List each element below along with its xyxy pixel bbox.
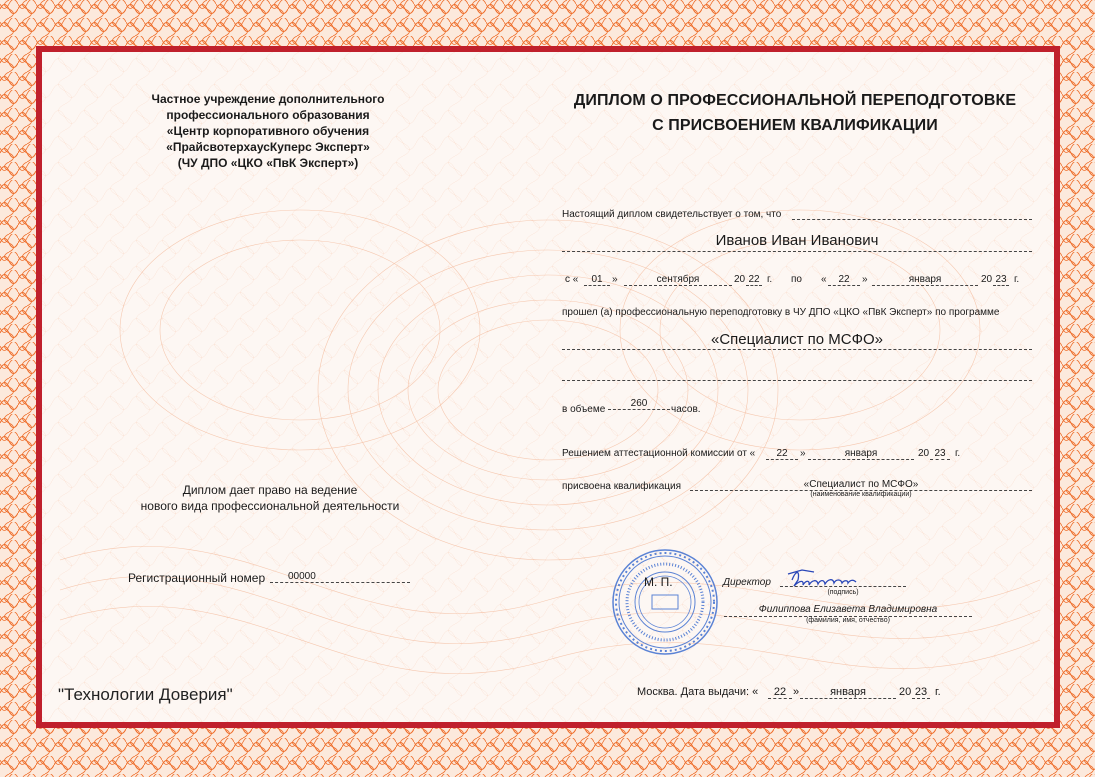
qualification-row bbox=[562, 479, 1032, 503]
signature-text bbox=[780, 562, 785, 563]
commission-year-prefix: 20 bbox=[918, 448, 930, 459]
program-extra-line bbox=[562, 362, 1032, 381]
period-from-day: 01 bbox=[584, 274, 610, 286]
volume-suffix: часов. bbox=[671, 404, 701, 415]
period-from-prefix: с « bbox=[565, 274, 579, 285]
issuer-line: «Центр корпоративного обучения bbox=[166, 124, 370, 138]
commission-row bbox=[562, 448, 992, 462]
issue-year-prefix: 20 bbox=[899, 686, 912, 698]
diploma-title bbox=[530, 88, 1060, 138]
holder-name-field bbox=[562, 232, 1032, 252]
issue-row bbox=[637, 686, 957, 700]
issue-quote: » bbox=[793, 686, 800, 698]
program-name-field bbox=[562, 331, 1032, 350]
rights-line-2: нового вида профессиональной деятельности bbox=[140, 499, 400, 513]
program-name: «Специалист по МСФО» bbox=[711, 331, 883, 348]
director-name-field bbox=[724, 604, 972, 617]
certifies-text: Настоящий диплом свидетельствует о том, что bbox=[562, 209, 782, 220]
qualification-caption: (наименование квалификации) bbox=[810, 491, 912, 498]
title-line-2: С ПРИСВОЕНИЕМ КВАЛИФИКАЦИИ bbox=[652, 117, 938, 134]
period-from-year: 22 bbox=[746, 274, 762, 286]
issuer-line: «ПрайсвотерхаусКуперс Эксперт» bbox=[166, 140, 370, 154]
commission-year: 23 bbox=[930, 448, 950, 460]
title-line-1: ДИПЛОМ О ПРОФЕССИОНАЛЬНОЙ ПЕРЕПОДГОТОВКЕ bbox=[573, 92, 1017, 109]
period-to-month: января bbox=[872, 274, 978, 286]
certifies-row bbox=[562, 209, 1032, 221]
volume-row bbox=[562, 398, 762, 416]
period-to-word: по bbox=[791, 274, 802, 285]
signature-caption: (подпись) bbox=[827, 589, 859, 596]
volume-prefix: в объеме bbox=[562, 404, 606, 415]
period-to-year-prefix: 20 bbox=[981, 274, 993, 285]
period-row bbox=[562, 274, 1032, 288]
period-to-quote-open: « bbox=[821, 274, 827, 285]
issue-suffix: г. bbox=[935, 686, 941, 698]
registration-number: 00000 bbox=[288, 571, 316, 582]
period-to-year-suffix: г. bbox=[1014, 274, 1020, 285]
commission-suffix: г. bbox=[955, 448, 961, 459]
qualification-value: «Специалист по МСФО» bbox=[690, 479, 1032, 491]
watermark-text: "Технологии Доверия" bbox=[58, 685, 233, 704]
qualification-label: присвоена квалификация bbox=[562, 481, 682, 492]
registration-row bbox=[128, 571, 418, 585]
commission-prefix: Решением аттестационной комиссии от « bbox=[562, 448, 756, 459]
director-name-caption: (фамилия, имя, отчество) bbox=[806, 617, 890, 624]
holder-name: Иванов Иван Иванович bbox=[715, 232, 879, 249]
issuer-line: профессионального образования bbox=[166, 108, 370, 122]
period-from-month: сентября bbox=[624, 274, 732, 286]
signature-line bbox=[780, 576, 906, 587]
issuer-block bbox=[118, 91, 418, 171]
period-to-day: 22 bbox=[828, 274, 860, 286]
issue-year: 23 bbox=[912, 686, 930, 699]
program-text: прошел (а) профессиональную переподготовку в ЧУ ДПО «ЦКО «ПвК Эксперт» по программе bbox=[562, 307, 1000, 318]
period-quote: » bbox=[612, 274, 618, 285]
period-year-prefix: 20 bbox=[734, 274, 746, 285]
issue-prefix: Москва. Дата выдачи: « bbox=[637, 686, 759, 698]
rights-line-1: Диплом дает право на ведение bbox=[182, 483, 358, 497]
stamp-label: М. П. bbox=[644, 575, 673, 589]
period-to-year: 23 bbox=[993, 274, 1009, 286]
commission-quote: » bbox=[800, 448, 806, 459]
issuer-line: (ЧУ ДПО «ЦКО «ПвК Эксперт») bbox=[177, 156, 359, 170]
issue-month: января bbox=[800, 686, 896, 699]
director-label: Директор bbox=[723, 577, 771, 588]
director-name: Филиппова Елизавета Владимировна bbox=[758, 604, 938, 615]
period-to-quote-close: » bbox=[862, 274, 868, 285]
rights-block bbox=[120, 482, 420, 514]
period-year-suffix: г. bbox=[767, 274, 773, 285]
issuer-line: Частное учреждение дополнительного bbox=[151, 92, 385, 106]
volume-hours: 260 bbox=[608, 398, 670, 410]
commission-month: января bbox=[808, 448, 914, 460]
commission-day: 22 bbox=[766, 448, 798, 460]
registration-label: Регистрационный номер bbox=[128, 571, 266, 585]
issue-day: 22 bbox=[768, 686, 792, 699]
